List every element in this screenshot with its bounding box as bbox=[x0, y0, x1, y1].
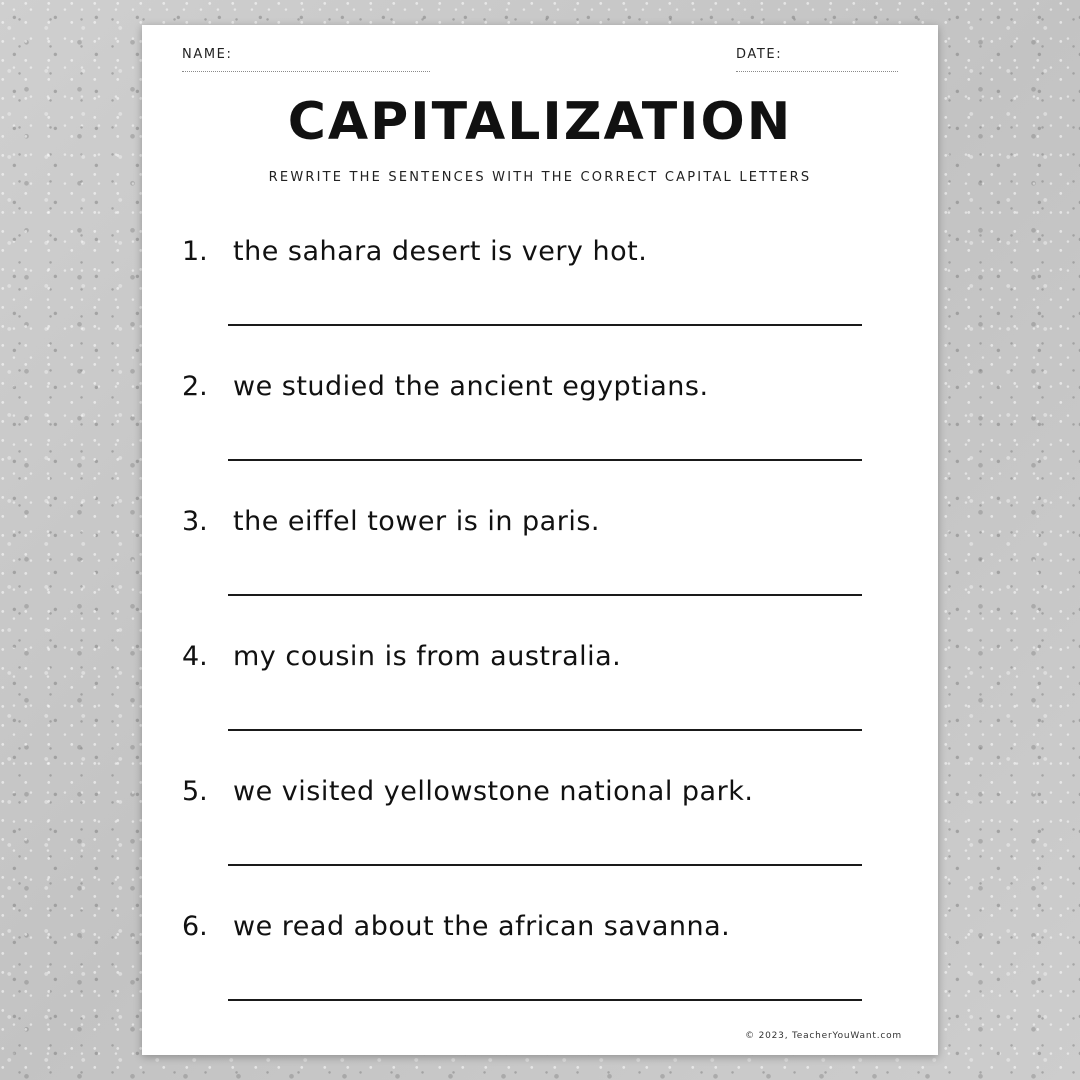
exercise-item-6 bbox=[182, 907, 882, 1027]
exercise-item-1 bbox=[182, 232, 882, 352]
exercise-item-3 bbox=[182, 502, 882, 622]
item-sentence: we read about the african savanna. bbox=[233, 911, 731, 942]
exercise-item-5 bbox=[182, 772, 882, 892]
page-title: CAPITALIZATION bbox=[287, 92, 793, 152]
item-number: 5. bbox=[182, 776, 208, 807]
item-sentence: the sahara desert is very hot. bbox=[233, 236, 648, 267]
name-label: NAME: bbox=[182, 47, 233, 62]
answer-line[interactable] bbox=[228, 459, 862, 461]
item-number: 6. bbox=[182, 911, 208, 942]
answer-line[interactable] bbox=[228, 864, 862, 866]
instructions: REWRITE THE SENTENCES WITH THE CORRECT CAPITAL LETTERS bbox=[268, 170, 812, 185]
worksheet-page bbox=[142, 25, 938, 1055]
date-label: DATE: bbox=[736, 47, 783, 62]
answer-line[interactable] bbox=[228, 594, 862, 596]
item-number: 3. bbox=[182, 506, 208, 537]
answer-line[interactable] bbox=[228, 324, 862, 326]
date-field[interactable] bbox=[736, 47, 898, 72]
answer-line[interactable] bbox=[228, 999, 862, 1001]
item-number: 1. bbox=[182, 236, 208, 267]
item-number: 4. bbox=[182, 641, 208, 672]
answer-line[interactable] bbox=[228, 729, 862, 731]
item-number: 2. bbox=[182, 371, 208, 402]
item-sentence: the eiffel tower is in paris. bbox=[233, 506, 600, 537]
item-sentence: my cousin is from australia. bbox=[233, 641, 622, 672]
item-sentence: we studied the ancient egyptians. bbox=[233, 371, 709, 402]
exercise-item-4 bbox=[182, 637, 882, 757]
copyright-footer: © 2023, TeacherYouWant.com bbox=[745, 1031, 902, 1041]
name-field[interactable] bbox=[182, 47, 430, 72]
exercise-item-2 bbox=[182, 367, 882, 487]
item-sentence: we visited yellowstone national park. bbox=[233, 776, 754, 807]
